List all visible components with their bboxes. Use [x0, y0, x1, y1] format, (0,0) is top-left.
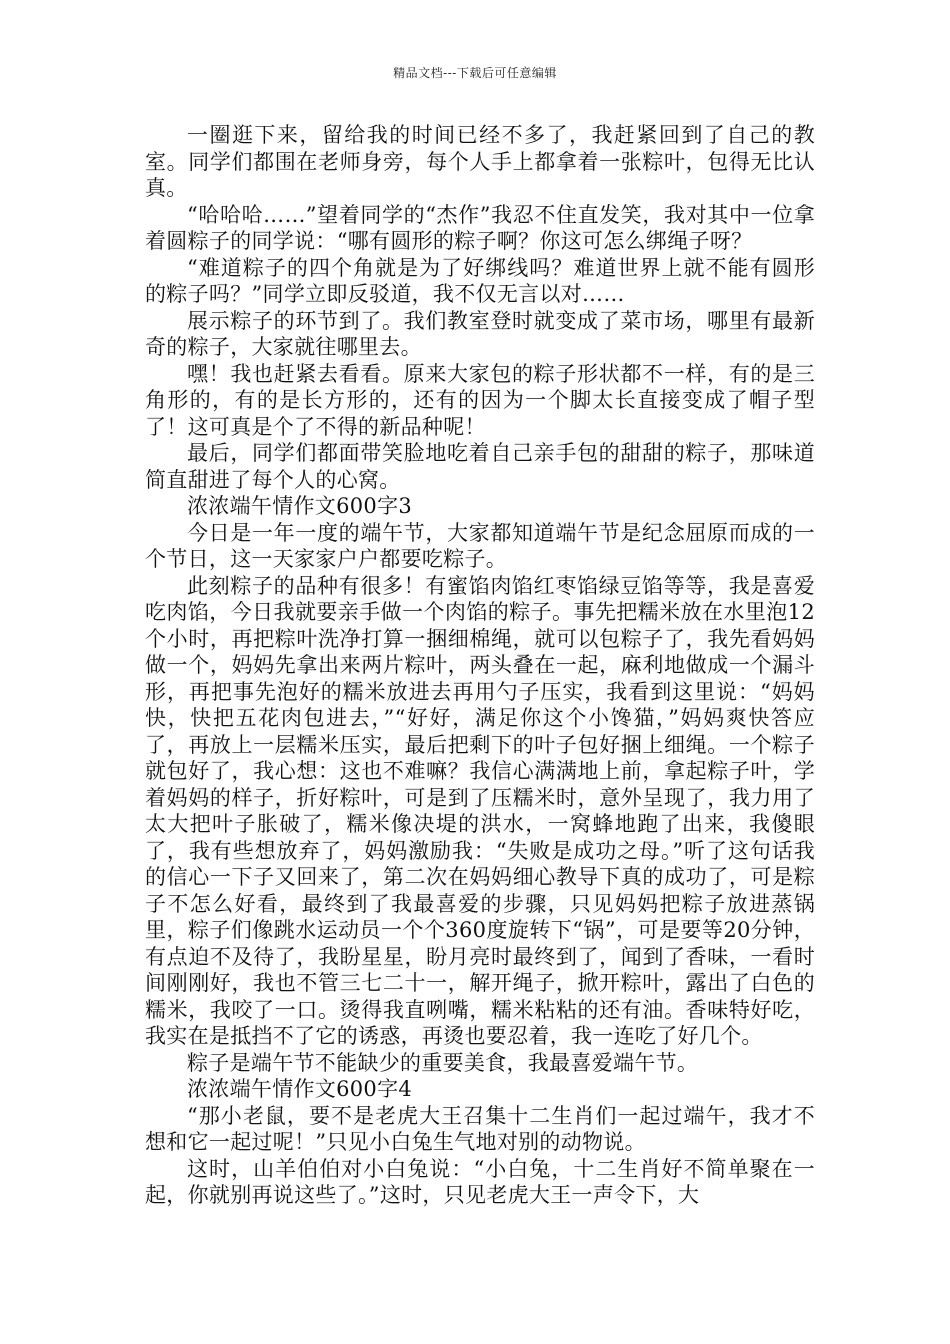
section-heading: 浓浓端午情作文600字4: [187, 1077, 413, 1101]
section-heading: 浓浓端午情作文600字3: [187, 494, 413, 518]
paragraph: “难道粽子的四个角就是为了好绑线吗？难道世界上就不能有圆形的粽子吗？”同学立即反驳道，我不仅无言以对……: [145, 255, 815, 306]
page-header: 精品文档---下载后可任意编辑: [393, 66, 557, 80]
paragraph: 嘿！我也赶紧去看看。原来大家包的粽子形状都不一样，有的是三角形的，有的是长方形的，还有的因为一个脚太长直接变成了帽子型了！这可真是个了不得的新品种呢！: [145, 361, 815, 439]
paragraph: 最后，同学们都面带笑脸地吃着自己亲手包的甜甜的粽子，那味道简直甜进了每个人的心窝。: [145, 441, 815, 492]
paragraph: “哈哈哈……”望着同学的“杰作”我忍不住直发笑，我对其中一位拿着圆粽子的同学说：“哪有圆形的粽子啊？你这可怎么绑绳子呀？: [145, 202, 815, 253]
paragraph: 今日是一年一度的端午节，大家都知道端午节是纪念屈原而成的一个节日，这一天家家户户都要吃粽子。: [145, 520, 815, 571]
paragraph: 此刻粽子的品种有很多！有蜜馅肉馅红枣馅绿豆馅等等，我是喜爱吃肉馅，今日我就要亲手做一个肉馅的粽子。事先把糯米放在水里泡12个小时，再把粽叶洗净打算一捆细棉绳，就可以包粽子了，我先看妈妈做一个，妈妈先拿出来两片粽叶，两头叠在一起，麻利地做成一个漏斗形，再把事先泡好的糯米放进去再用勺子压实，我看到这里说：“妈妈快，快把五花肉包进去，”“好好，满足你这个小馋猫，”妈妈爽快答应了，再放上一层糯米压实，最后把剩下的叶子包好捆上细绳。一个粽子就包好了，我心想：这也不难嘛？我信心满满地上前，拿起粽子叶，学着妈妈的样子，折好粽叶，可是到了压糯米时，意外呈现了，我力用了太大把叶子胀破了，糯米像决堤的洪水，一窝蜂地跑了出来，我傻眼了，我有些想放弃了，妈妈激励我：“失败是成功之母。”听了这句话我的信心一下子又回来了，第二次在妈妈细心教导下真的成功了，可是粽子不怎么好看，最终到了我最喜爱的步骤，只见妈妈把粽子放进蒸锅里，粽子们像跳水运动员一个个360度旋转下“锅”，可是要等20分钟，有点迫不及待了，我盼星星，盼月亮时最终到了，闻到了香味，一看时间刚刚好，我也不管三七二十一，解开绳子，掀开粽叶，露出了白色的糯米，我咬了一口。烫得我直咧嘴，糯米粘粘的还有油。香味特好吃，我实在是抵挡不了它的诱惑，再烫也要忍着，我一连吃了好几个。: [145, 573, 815, 1048]
paragraph: 粽子是端午节不能缺少的重要美食，我最喜爱端午节。: [187, 1050, 699, 1075]
paragraph: 这时，山羊伯伯对小白兔说：“小白兔，十二生肖好不简单聚在一起，你就别再说这些了。”这时，只见老虎大王一声令下，大: [145, 1156, 815, 1207]
document-body: [145, 122, 815, 1209]
paragraph: “那小老鼠，要不是老虎大王召集十二生肖们一起过端午，我才不想和它一起过呢！”只见小白兔生气地对别的动物说。: [145, 1103, 815, 1154]
paragraph: 一圈逛下来，留给我的时间已经不多了，我赶紧回到了自己的教室。同学们都围在老师身旁，每个人手上都拿着一张粽叶，包得无比认真。: [145, 123, 815, 200]
paragraph: 展示粽子的环节到了。我们教室登时就变成了菜市场，哪里有最新奇的粽子，大家就往哪里去。: [145, 308, 815, 359]
